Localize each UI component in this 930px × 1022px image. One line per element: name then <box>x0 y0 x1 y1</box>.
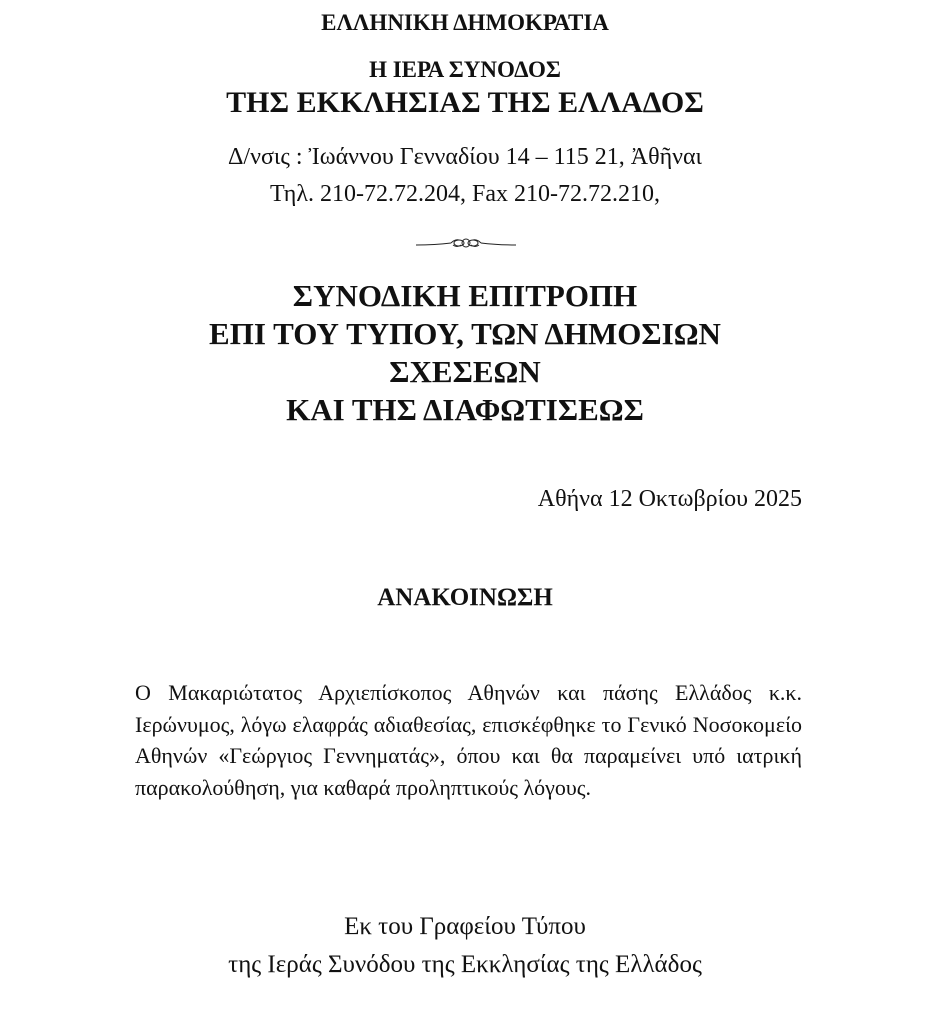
committee-line-4: ΚΑΙ ΤΗΣ ΔΙΑΦΩΤΙΣΕΩΣ <box>286 392 644 427</box>
announcement-body: Ο Μακαριώτατος Αρχιεπίσκοπος Αθηνών και πάσης Ελλάδος κ.κ. Ιερώνυμος, λόγω ελαφράς αδιαθεσίας, επισκέφθηκε το Γενικό Νοσοκομείο Αθηνών «Γεώργιος Γεννηματάς», όπου και θα παραμείνει υπό ιατρική παρακολούθηση, για καθαρά προληπτικούς λόγους. <box>135 680 802 800</box>
phone-line: Τηλ. 210-72.72.204, Fax 210-72.72.210, <box>270 181 660 207</box>
signature-office: Εκ του Γραφείου Τύπου <box>344 913 586 940</box>
synod-heading: Η ΙΕΡΑ ΣΥΝΟΔΟΣ <box>369 57 561 82</box>
signature-synod: της Ιεράς Συνόδου της Εκκλησίας της Ελλάδος <box>228 951 702 978</box>
committee-line-2: ΕΠΙ ΤΟΥ ΤΥΠΟΥ, ΤΩΝ ΔΗΜΟΣΙΩΝ <box>209 316 721 351</box>
address-line: Δ/νσις : Ἰωάννου Γενναδίου 14 – 115 21, Ἀθῆναι <box>227 144 702 170</box>
announcement-title: ΑΝΑΚΟΙΝΩΣΗ <box>377 584 553 611</box>
decorative-flourish-divider-icon <box>415 234 517 252</box>
church-heading: ΤΗΣ ΕΚΚΛΗΣΙΑΣ ΤΗΣ ΕΛΛΑΔΟΣ <box>226 86 704 119</box>
committee-line-3: ΣΧΕΣΕΩΝ <box>389 354 541 389</box>
country-heading: ΕΛΛΗΝΙΚΗ ΔΗΜΟΚΡΑΤΙΑ <box>321 10 609 35</box>
committee-heading <box>0 277 930 429</box>
date-line: Αθήνα 12 Οκτωβρίου 2025 <box>537 486 802 512</box>
committee-line-1: ΣΥΝΟΔΙΚΗ ΕΠΙΤΡΟΠΗ <box>292 278 638 313</box>
